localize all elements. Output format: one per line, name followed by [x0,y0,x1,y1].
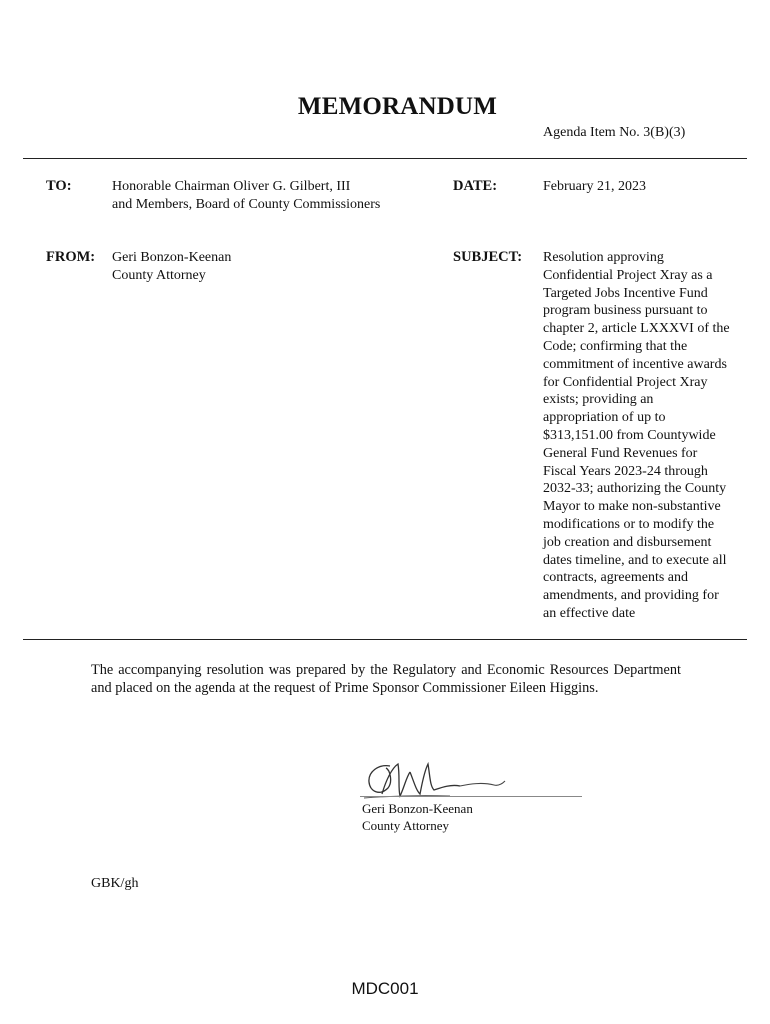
agenda-item-number: Agenda Item No. 3(B)(3) [543,125,686,140]
from-line-2: County Attorney [112,268,206,283]
subject-line: appropriation of up to [543,410,666,426]
typist-initials: GBK/gh [91,876,139,891]
date-value: February 21, 2023 [543,179,647,194]
subject-line: amendments, and providing for [543,588,719,604]
subject-line: chapter 2, article LXXXVI of the [543,321,730,337]
subject-line: Code; confirming that the [543,338,688,354]
from-line-1: Geri Bonzon-Keenan [112,250,232,265]
signatory-title: County Attorney [362,818,450,833]
subject-line: dates timeline, and to execute all [543,552,727,568]
from-label: FROM: [46,249,96,265]
signature-line [360,796,582,797]
from-sender [112,249,362,285]
subject-line: 2032-33; authorizing the County [543,481,727,497]
subject-line: General Fund Revenues for [543,445,698,461]
subject-line: Mayor to make non-substantive [543,499,721,515]
page-footer-code: MDC001 [351,979,419,998]
subject-line: Fiscal Years 2023-24 through [543,463,708,479]
subject-line: job creation and disbursement [543,534,712,550]
date-label: DATE: [453,178,498,194]
subject-line: commitment of incentive awards [543,356,727,372]
header-divider-top [23,158,747,159]
subject-line: for Confidential Project Xray [543,374,708,390]
subject-line: an effective date [543,605,636,621]
subject-line: modifications or to modify the [543,516,715,532]
subject-line: contracts, agreements and [543,570,688,586]
to-recipient [112,178,432,214]
subject-line: Confidential Project Xray as a [543,267,713,283]
subject-text [543,249,757,623]
header-divider-bottom [23,639,747,640]
to-line-1: Honorable Chairman Oliver G. Gilbert, III [112,179,351,194]
subject-line: program business pursuant to [543,303,708,319]
subject-label: SUBJECT: [453,249,523,265]
subject-line: Resolution approving [543,250,664,265]
signature-block [362,800,473,834]
subject-line: exists; providing an [543,392,654,408]
to-line-2: and Members, Board of County Commissioners [112,197,381,212]
memo-body-paragraph: The accompanying resolution was prepared by the Regulatory and Economic Resources Department and placed on the agenda at the request of Prime Sponsor Commissioner Eileen Higgins. [91,662,681,696]
subject-line: Targeted Jobs Incentive Fund [543,285,708,301]
signatory-name: Geri Bonzon-Keenan [362,801,473,816]
to-label: TO: [46,178,72,194]
memo-title: MEMORANDUM [297,93,498,120]
subject-line: $313,151.00 from Countywide [543,427,716,443]
